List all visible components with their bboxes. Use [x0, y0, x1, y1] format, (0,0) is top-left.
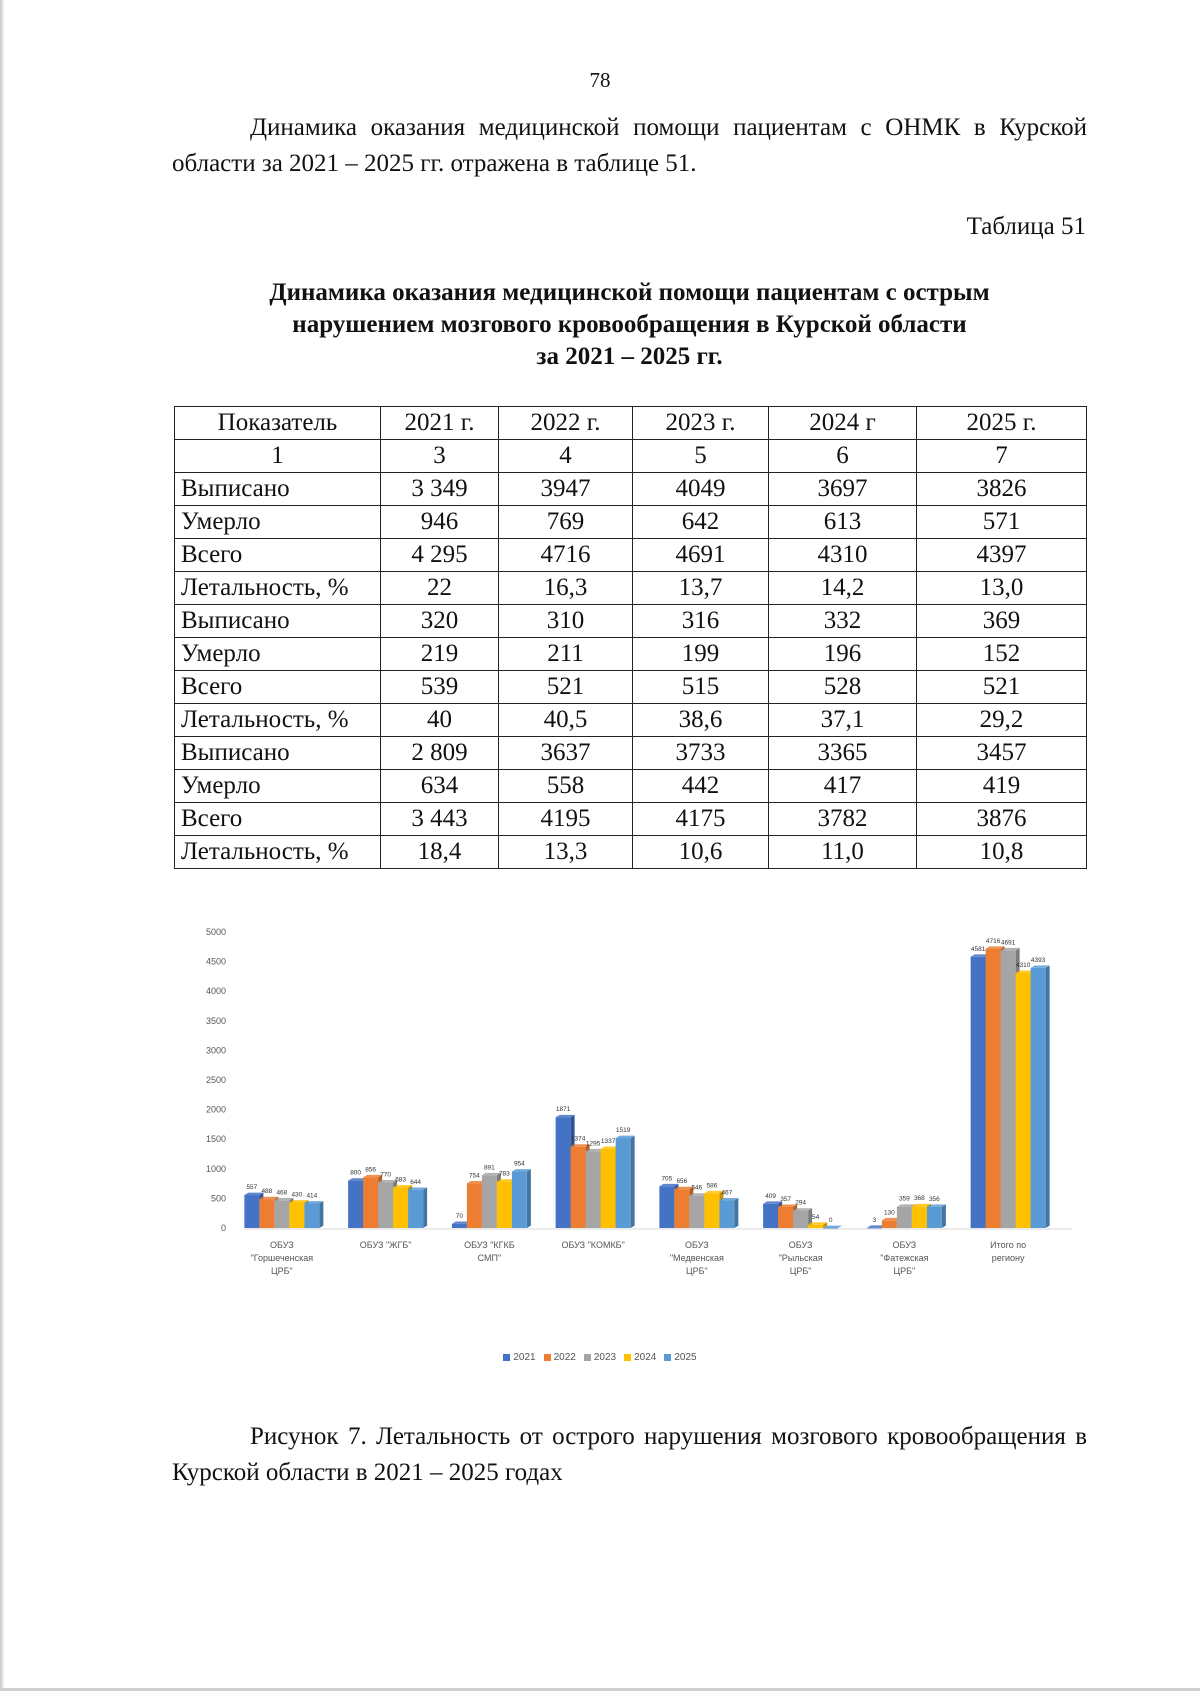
x-tick-label: "Медвенская [669, 1253, 724, 1263]
bar [274, 1200, 289, 1228]
bar [1031, 968, 1046, 1228]
table-cell: 3826 [917, 473, 1087, 506]
table-cell: 16,3 [499, 572, 633, 605]
table-row [175, 770, 1087, 803]
table-row [175, 836, 1087, 869]
table-cell: 442 [633, 770, 769, 803]
bar [601, 1149, 616, 1228]
data-label: 1295 [585, 1140, 601, 1148]
data-label: 1374 [570, 1135, 586, 1143]
data-label: 359 [898, 1195, 910, 1203]
table-cell: 3457 [917, 737, 1087, 770]
bar [689, 1196, 704, 1228]
x-tick-label: Итого по [990, 1240, 1027, 1250]
bar [867, 1228, 882, 1229]
bar [378, 1182, 393, 1228]
table-cell: 219 [381, 638, 499, 671]
column-header: 2024 г [769, 407, 917, 440]
bar-side [527, 1169, 531, 1228]
x-tick-label: СМП" [477, 1253, 502, 1263]
bar [512, 1172, 527, 1228]
table-header-row [175, 407, 1087, 440]
bar [897, 1207, 912, 1228]
table-row [175, 506, 1087, 539]
data-label: 409 [765, 1192, 777, 1200]
table-row [175, 671, 1087, 704]
table-cell: 4716 [499, 539, 633, 572]
bar [244, 1195, 259, 1228]
bar [304, 1203, 319, 1228]
table-cell: 634 [381, 770, 499, 803]
table-cell: 40,5 [499, 704, 633, 737]
table-cell: 11,0 [769, 836, 917, 869]
bar [1016, 973, 1031, 1228]
legend-item [544, 1352, 576, 1363]
table-cell: 3637 [499, 737, 633, 770]
row-label-cell: Выписано [175, 605, 381, 638]
table-cell: 13,0 [917, 572, 1087, 605]
x-tick-label: ОБУЗ "КГКБ [464, 1240, 515, 1250]
data-label: 294 [795, 1199, 807, 1207]
row-label-cell: Умерло [175, 770, 381, 803]
table-cell: 521 [917, 671, 1087, 704]
row-label-cell: Летальность, % [175, 572, 381, 605]
bar [927, 1207, 942, 1228]
table-cell: 946 [381, 506, 499, 539]
data-label: 4310 [1015, 961, 1031, 969]
table-cell: 2 809 [381, 737, 499, 770]
legend-swatch [624, 1354, 631, 1361]
x-tick-label: "Горшеченская [250, 1253, 314, 1263]
table-cell: 196 [769, 638, 917, 671]
table-cell: 3733 [633, 737, 769, 770]
bar [467, 1183, 482, 1228]
bar [882, 1220, 897, 1228]
table-row [175, 605, 1087, 638]
data-label: 414 [306, 1192, 318, 1200]
table-row [175, 737, 1087, 770]
bar [808, 1225, 823, 1228]
bar [482, 1175, 497, 1228]
table-cell: 320 [381, 605, 499, 638]
data-label: 4393 [1030, 956, 1046, 964]
bar [452, 1224, 467, 1228]
table-cell: 369 [917, 605, 1087, 638]
intro-paragraph: Динамика оказания медицинской помощи пациентам с ОНМК в Курской области за 2021 – 2025 гг. отражена в таблице 51. [172, 114, 1087, 177]
legend-item [664, 1352, 696, 1363]
table-cell: 3947 [499, 473, 633, 506]
bar [571, 1147, 586, 1228]
data-label: 4716 [985, 937, 1001, 945]
row-label-cell: Всего [175, 671, 381, 704]
bar-side [423, 1187, 427, 1228]
table-cell: 4175 [633, 803, 769, 836]
data-label: 770 [380, 1171, 392, 1179]
page-edge-shadow [0, 0, 4, 1691]
data-label: 467 [721, 1189, 733, 1197]
column-number: 6 [769, 440, 917, 473]
y-tick-label: 5000 [205, 927, 226, 937]
bar [823, 1228, 838, 1229]
table-cell: 10,6 [633, 836, 769, 869]
page-number: 78 [589, 68, 611, 92]
data-label: 754 [468, 1172, 480, 1180]
table-cell: 13,3 [499, 836, 633, 869]
column-number: 5 [633, 440, 769, 473]
y-tick-label: 3500 [205, 1015, 226, 1026]
column-header: 2023 г. [633, 407, 769, 440]
figure-caption: Рисунок 7. Летальность от острого нарушения мозгового кровообращения в Курской области в 2021 – 2025 годах [172, 1423, 1087, 1486]
column-header: 2022 г. [499, 407, 633, 440]
chart-area [200, 920, 1080, 1300]
data-label: 368 [913, 1195, 925, 1203]
table-cell: 419 [917, 770, 1087, 803]
x-tick-label: ОБУЗ [685, 1240, 709, 1250]
bar [912, 1206, 927, 1228]
table-cell: 4049 [633, 473, 769, 506]
x-tick-label: ОБУЗ [892, 1240, 917, 1250]
data-label: 546 [691, 1184, 703, 1192]
table-title-line: нарушением мозгового кровообращения в Курской области [292, 311, 967, 338]
y-tick-label: 0 [220, 1223, 226, 1233]
bar [497, 1182, 512, 1228]
table-title [172, 277, 1087, 373]
data-label: 430 [291, 1191, 303, 1199]
row-label-cell: Всего [175, 539, 381, 572]
row-label-cell: Выписано [175, 473, 381, 506]
x-tick-label: ОБУЗ "КОМКБ" [561, 1240, 625, 1250]
y-tick-label: 1000 [205, 1163, 226, 1174]
table-cell: 4397 [917, 539, 1087, 572]
table-cell: 38,6 [633, 704, 769, 737]
y-tick-label: 500 [210, 1193, 226, 1204]
data-label: 1337 [600, 1137, 616, 1145]
data-label: 356 [928, 1195, 940, 1203]
legend-swatch [503, 1354, 510, 1361]
table-cell: 4310 [769, 539, 917, 572]
table-cell: 558 [499, 770, 633, 803]
data-label: 856 [365, 1166, 377, 1174]
table-cell: 332 [769, 605, 917, 638]
column-header: 2021 г. [381, 407, 499, 440]
bar [793, 1211, 808, 1228]
data-label: 4691 [1000, 939, 1016, 947]
table-cell: 539 [381, 671, 499, 704]
bar-side [734, 1198, 738, 1228]
y-tick-label: 4000 [205, 986, 226, 997]
chart-legend [0, 1352, 1200, 1363]
bar [1001, 950, 1016, 1228]
data-label: 0 [828, 1217, 833, 1224]
legend-label: 2022 [553, 1352, 576, 1363]
data-label: 954 [513, 1160, 525, 1168]
data-label: 1871 [555, 1106, 571, 1114]
bar [704, 1193, 719, 1228]
table-cell: 3 443 [381, 803, 499, 836]
legend-item [584, 1352, 616, 1363]
legend-swatch [664, 1354, 671, 1361]
legend-label: 2024 [634, 1352, 657, 1363]
x-tick-label: региону [991, 1253, 1025, 1263]
data-label: 656 [676, 1178, 688, 1186]
row-label-cell: Летальность, % [175, 836, 381, 869]
table-title-line: за 2021 – 2025 гг. [536, 343, 723, 370]
data-label: 557 [246, 1184, 258, 1192]
table-cell: 3 349 [381, 473, 499, 506]
table-cell: 613 [769, 506, 917, 539]
bar [778, 1207, 793, 1228]
table-cell: 3782 [769, 803, 917, 836]
data-label: 705 [661, 1175, 673, 1183]
x-tick-label: ОБУЗ [270, 1240, 294, 1250]
table-cell: 521 [499, 671, 633, 704]
legend-label: 2021 [513, 1352, 536, 1363]
bar [259, 1199, 274, 1228]
data-label: 586 [706, 1182, 718, 1190]
data-label: 4581 [970, 945, 986, 953]
table-cell: 310 [499, 605, 633, 638]
table-row [175, 473, 1087, 506]
table-cell: 642 [633, 506, 769, 539]
y-tick-label: 2500 [205, 1075, 226, 1085]
bar-side [631, 1136, 635, 1228]
column-header: 2025 г. [917, 407, 1087, 440]
x-tick-label: "Рыльская [778, 1253, 823, 1263]
legend-label: 2023 [593, 1352, 617, 1363]
table-cell: 3876 [917, 803, 1087, 836]
table-cell: 4691 [633, 539, 769, 572]
data-label: 70 [455, 1212, 463, 1220]
table-row [175, 803, 1087, 836]
table-cell: 515 [633, 671, 769, 704]
bar [363, 1177, 378, 1228]
row-label-cell: Выписано [175, 737, 381, 770]
data-label: 783 [498, 1170, 510, 1178]
table-row [175, 539, 1087, 572]
bar [393, 1188, 408, 1228]
table-cell: 211 [499, 638, 633, 671]
table-cell: 3697 [769, 473, 917, 506]
bar [348, 1181, 363, 1228]
bar-side [1046, 966, 1050, 1228]
table-body [175, 473, 1087, 869]
column-number: 3 [381, 440, 499, 473]
row-label-cell: Всего [175, 803, 381, 836]
table-cell: 769 [499, 506, 633, 539]
data-label: 800 [350, 1169, 362, 1177]
data-table [174, 406, 1087, 869]
legend-swatch [584, 1354, 591, 1361]
y-tick-label: 2000 [205, 1104, 226, 1115]
legend-label: 2025 [674, 1352, 697, 1363]
x-tick-label: ЦРБ" [893, 1266, 916, 1276]
legend-swatch [544, 1354, 551, 1361]
table-cell: 14,2 [769, 572, 917, 605]
table-row [175, 638, 1087, 671]
y-tick-label: 1500 [205, 1134, 226, 1145]
bar [586, 1151, 601, 1228]
table-label: Таблица 51 [966, 213, 1086, 240]
data-label: 683 [395, 1176, 407, 1184]
data-label: 357 [780, 1195, 792, 1203]
data-label: 644 [410, 1178, 422, 1186]
table-cell: 417 [769, 770, 917, 803]
bar [986, 949, 1001, 1228]
x-tick-label: "Фатежская [880, 1253, 929, 1263]
table-cell: 3365 [769, 737, 917, 770]
x-tick-label: ЦРБ" [685, 1266, 708, 1276]
data-label: 891 [483, 1164, 495, 1172]
column-number: 7 [917, 440, 1087, 473]
table-cell: 4195 [499, 803, 633, 836]
column-number: 4 [499, 440, 633, 473]
table-cell: 22 [381, 572, 499, 605]
table-row [175, 572, 1087, 605]
bar [289, 1203, 304, 1228]
table-cell: 528 [769, 671, 917, 704]
bar-side [319, 1201, 323, 1228]
y-tick-label: 3000 [205, 1045, 226, 1056]
bar [719, 1200, 734, 1228]
data-label: 468 [276, 1189, 288, 1197]
column-header: Показатель [175, 407, 381, 440]
data-label: 54 [812, 1213, 820, 1221]
bar [971, 957, 986, 1228]
bar [616, 1138, 631, 1228]
bar [763, 1204, 778, 1228]
table-cell: 29,2 [917, 704, 1087, 737]
table-cell: 18,4 [381, 836, 499, 869]
row-label-cell: Умерло [175, 638, 381, 671]
table-column-number-row [175, 440, 1087, 473]
x-tick-label: ЦРБ" [270, 1266, 293, 1276]
data-label: 130 [883, 1209, 895, 1217]
table-cell: 37,1 [769, 704, 917, 737]
data-label: 3 [872, 1216, 877, 1224]
x-tick-label: ОБУЗ "ЖГБ" [359, 1240, 412, 1250]
table-cell: 571 [917, 506, 1087, 539]
row-label-cell: Умерло [175, 506, 381, 539]
x-tick-label: ОБУЗ [788, 1240, 813, 1250]
data-label: 1519 [615, 1127, 631, 1135]
column-number: 1 [175, 440, 381, 473]
bar-side [942, 1205, 946, 1228]
table-cell: 13,7 [633, 572, 769, 605]
table-cell: 199 [633, 638, 769, 671]
data-label: 488 [261, 1188, 273, 1196]
table-cell: 4 295 [381, 539, 499, 572]
table-cell: 40 [381, 704, 499, 737]
table-row [175, 704, 1087, 737]
table-cell: 10,8 [917, 836, 1087, 869]
table-title-line: Динамика оказания медицинской помощи пациентам с острым [269, 279, 990, 306]
bar [408, 1190, 423, 1228]
table-cell: 316 [633, 605, 769, 638]
bar [556, 1117, 571, 1228]
bar [659, 1186, 674, 1228]
legend-item [624, 1352, 656, 1363]
bar [674, 1189, 689, 1228]
legend-item [503, 1352, 535, 1363]
row-label-cell: Летальность, % [175, 704, 381, 737]
y-tick-label: 4500 [205, 956, 226, 967]
bar-chart [200, 920, 1080, 1300]
x-tick-label: ЦРБ" [789, 1266, 812, 1276]
table-cell: 152 [917, 638, 1087, 671]
